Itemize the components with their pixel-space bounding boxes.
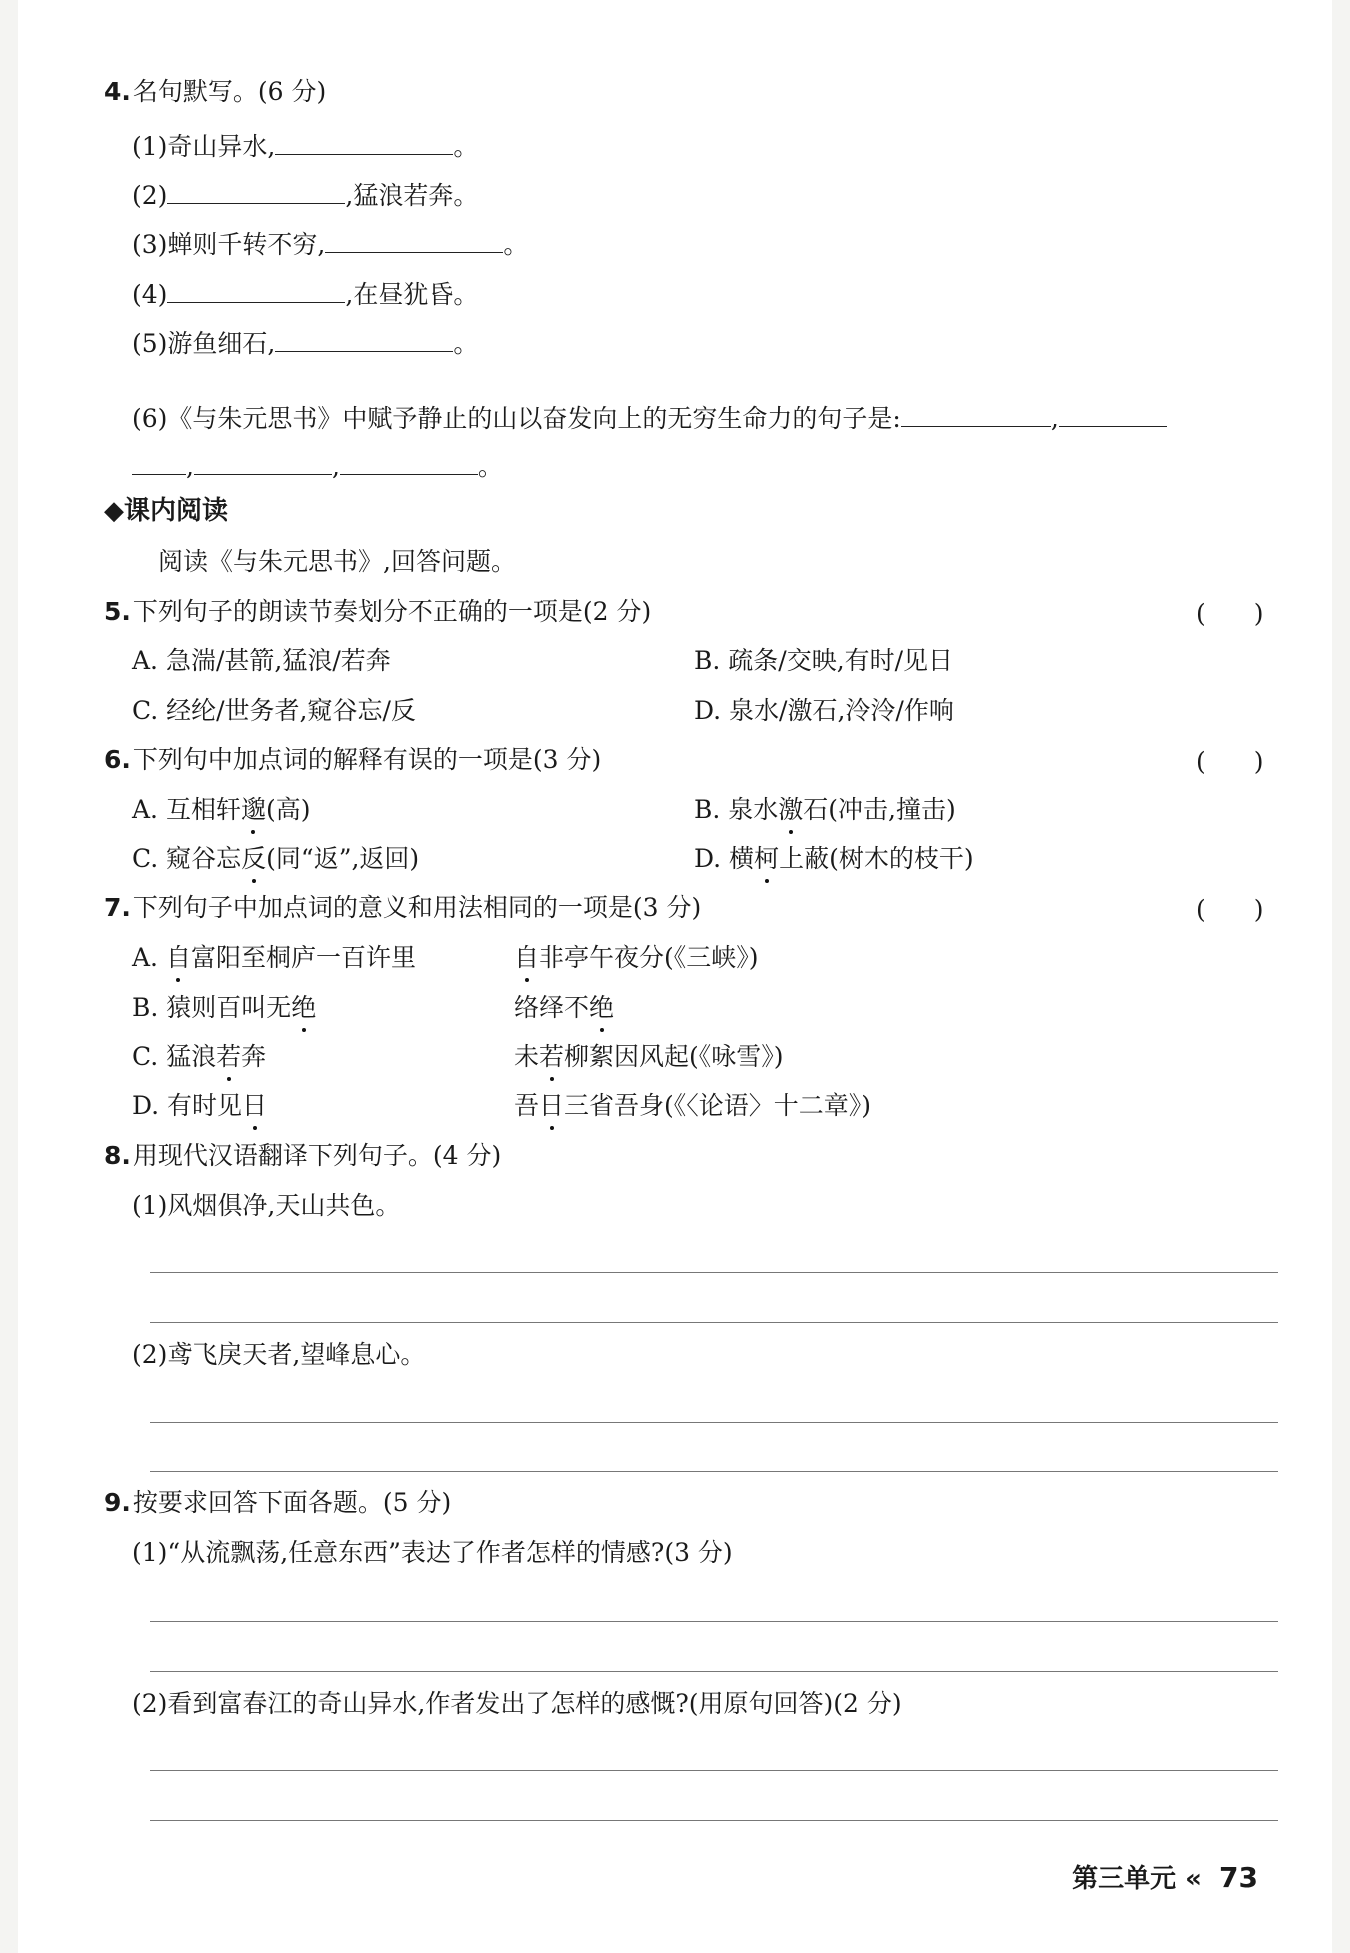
q7-title: 7.下列句子中加点词的意义和用法相同的一项是(3 分) (104, 893, 702, 922)
q5-title: 5.下列句子的朗读节奏划分不正确的一项是(2 分) (104, 597, 652, 626)
q5-answer-parentheses[interactable]: ( ) (1196, 599, 1264, 628)
q9-item-1: (1)“从流飘荡,任意东西”表达了作者怎样的情感?(3 分) (132, 1538, 733, 1567)
answer-blank[interactable] (1059, 400, 1167, 427)
q6-option-c: C. 窥谷忘反(同“返”,返回) (132, 844, 420, 873)
q7-option-d-left: D. 有时见日 (132, 1091, 268, 1120)
worksheet-page (18, 0, 1332, 1953)
page-number: 73 (1219, 1861, 1258, 1894)
answer-line[interactable] (150, 1322, 1278, 1323)
unit-label: 第三单元 (1072, 1864, 1177, 1894)
answer-blank[interactable] (167, 276, 345, 303)
section-heading: ◆课内阅读 (104, 496, 228, 526)
q5-option-c: C. 经纶/世务者,窥谷忘/反 (132, 696, 416, 725)
q4-item-5: (5)游鱼细石, 。 (132, 325, 478, 360)
q4-title (104, 76, 326, 108)
q8-item-1: (1)风烟俱净,天山共色。 (132, 1191, 401, 1220)
answer-line[interactable] (150, 1770, 1278, 1771)
q4-item-1: (1)奇山异水, 。 (132, 128, 478, 163)
answer-line[interactable] (150, 1621, 1278, 1622)
answer-blank[interactable] (325, 226, 503, 253)
q7-option-a-right: 自非亭午夜分(《三峡》) (514, 943, 759, 972)
q8-item-2: (2)鸢飞戾天者,望峰息心。 (132, 1340, 426, 1369)
answer-blank[interactable] (132, 448, 186, 475)
q6-answer-parentheses[interactable]: ( ) (1196, 747, 1264, 776)
answer-blank[interactable] (275, 128, 453, 155)
q6-option-d: D. 横柯上蔽(树木的枝干) (694, 844, 974, 873)
q6-option-a: A. 互相轩邈(高) (132, 795, 311, 824)
answer-line[interactable] (150, 1820, 1278, 1821)
q4-item-6-cont: , , 。 (132, 448, 503, 483)
answer-line[interactable] (150, 1272, 1278, 1273)
answer-blank[interactable] (275, 325, 453, 352)
q4-item-3: (3)蝉则千转不穷, 。 (132, 226, 528, 261)
q4-number: 4. (104, 77, 131, 106)
answer-blank[interactable] (901, 400, 1051, 427)
q7-answer-parentheses[interactable]: ( ) (1196, 895, 1264, 924)
q7-option-b-right: 络绎不绝 (514, 993, 615, 1022)
q6-title: 6.下列句中加点词的解释有误的一项是(3 分) (104, 745, 602, 774)
q5-option-b: B. 疏条/交映,有时/见日 (694, 646, 954, 675)
answer-line[interactable] (150, 1671, 1278, 1672)
answer-line[interactable] (150, 1422, 1278, 1423)
q5-option-d: D. 泉水/激石,泠泠/作响 (694, 696, 954, 725)
q7-option-c-left: C. 猛浪若奔 (132, 1042, 267, 1071)
q6-option-b: B. 泉水激石(冲击,撞击) (694, 795, 956, 824)
q5-option-a: A. 急湍/甚箭,猛浪/若奔 (132, 646, 391, 675)
q7-option-d-right: 吾日三省吾身(《〈论语〉十二章》) (514, 1091, 872, 1120)
answer-blank[interactable] (340, 448, 478, 475)
q7-option-b-left: B. 猿则百叫无绝 (132, 993, 317, 1022)
q7-option-a-left: A. 自富阳至桐庐一百许里 (132, 943, 416, 972)
q4-item-2: (2) ,猛浪若奔。 (132, 177, 478, 212)
q8-title: 8.用现代汉语翻译下列句子。(4 分) (104, 1141, 502, 1170)
page-footer (1072, 1862, 1258, 1895)
answer-line[interactable] (150, 1471, 1278, 1472)
q7-option-c-right: 未若柳絮因风起(《咏雪》) (514, 1042, 784, 1071)
answer-blank[interactable] (167, 177, 345, 204)
q4-item-4: (4) ,在昼犹昏。 (132, 276, 478, 311)
q9-title: 9.按要求回答下面各题。(5 分) (104, 1488, 452, 1517)
q4-title-text: 名句默写。(6 分) (132, 77, 327, 106)
q4-item-6: (6)《与朱元思书》中赋予静止的山以奋发向上的无穷生命力的句子是: , (132, 400, 1167, 435)
double-chevron-left-icon: « (1185, 1864, 1202, 1894)
q9-item-2: (2)看到富春江的奇山异水,作者发出了怎样的感慨?(用原句回答)(2 分) (132, 1689, 902, 1718)
answer-blank[interactable] (194, 448, 332, 475)
section-intro: 阅读《与朱元思书》,回答问题。 (158, 547, 516, 576)
